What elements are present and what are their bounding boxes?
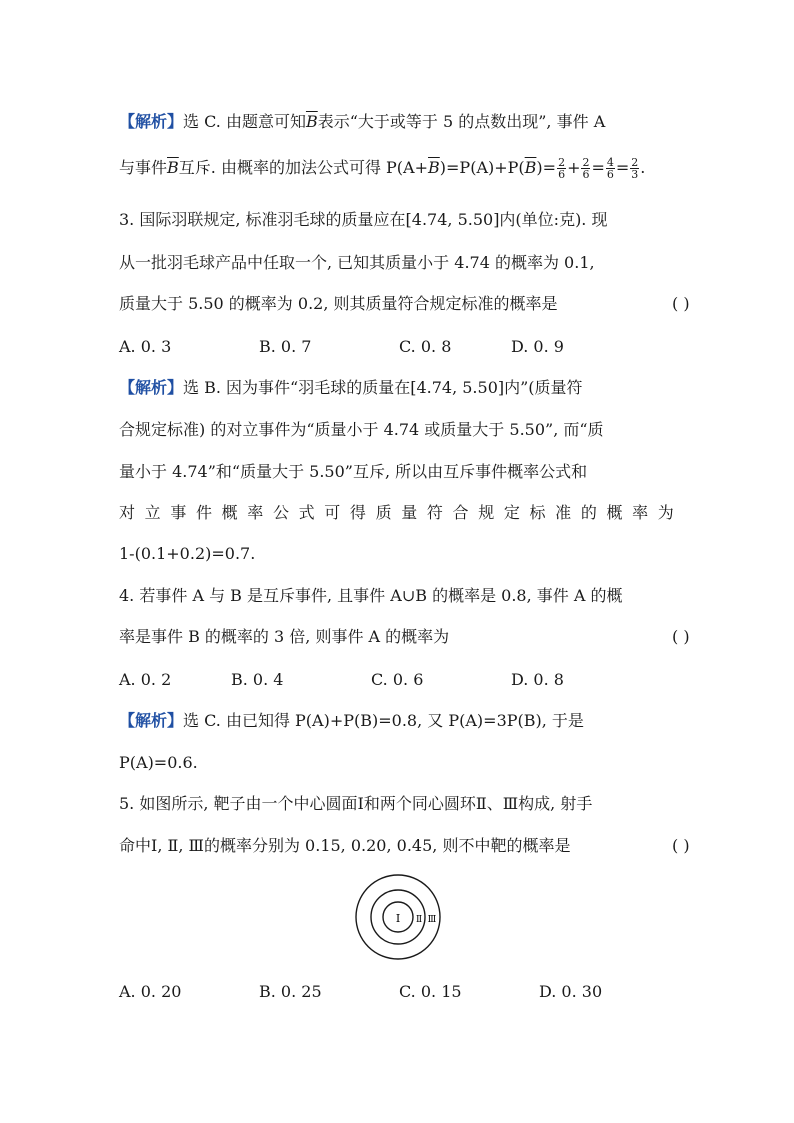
q4-analysis-line-2: P(A)=0.6. [119,753,198,772]
choice-d: D. 0. 30 [539,982,603,1001]
q3-analysis-line-4: 对 立 事 件 概 率 公 式 可 得 质 量 符 合 规 定 标 准 的 概 率 为 [119,503,674,522]
analysis-tag: 【解析】 [119,711,184,730]
choice-c: C. 0. 6 [371,670,424,689]
choice-a: A. 0. 20 [119,982,182,1001]
choice-b: B. 0. 25 [259,982,322,1001]
label-iii: Ⅲ [427,915,437,925]
q2-analysis-line-1: 【解析】选 C. 由题意可知$\overline{B}$表示“大于或等于 5 的点数出现”, 事件 A [119,112,606,131]
fraction: $\frac{2}{6}$ [582,156,590,181]
q3-line-2: 从一批羽毛球产品中任取一个, 已知其质量小于 4.74 的概率为 0.1, [119,253,595,272]
choice-a: A. 0. 3 [119,337,172,356]
choice-b: B. 0. 4 [231,670,284,689]
q3-analysis-line-5: 1-(0.1+0.2)=0.7. [119,544,256,563]
fraction: $\frac{2}{6}$ [558,156,566,181]
q4-analysis-line-1: 【解析】选 C. 由已知得 P(A)+P(B)=0.8, 又 P(A)=3P(B), 于是 [119,711,584,730]
q4-line-1: 4. 若事件 A 与 B 是互斥事件, 且事件 A∪B 的概率是 0.8, 事件 A 的概 [119,586,623,605]
q3-analysis-line-2: 合规定标准) 的对立事件为“质量小于 4.74 或质量大于 5.50”, 而“质 [119,420,604,439]
answer-blank: ( ) [672,627,690,646]
b-complement: $\overline{B}$ [305,112,318,131]
fraction: $\frac{4}{6}$ [606,156,614,181]
choice-a: A. 0. 2 [119,670,172,689]
analysis-tag: 【解析】 [119,112,184,131]
q5-line-2: 命中Ⅰ, Ⅱ, Ⅲ的概率分别为 0.15, 0.20, 0.45, 则不中靶的概率是 [119,836,571,855]
label-ii: Ⅱ [415,915,423,925]
analysis-tag: 【解析】 [119,378,184,397]
q3-analysis-line-3: 量小于 4.74”和“质量大于 5.50”互斥, 所以由互斥事件概率公式和 [119,462,588,481]
target-diagram [353,872,443,962]
answer-blank: ( ) [672,836,690,855]
b-complement: $\overline{B}$ [524,158,537,177]
fraction: $\frac{2}{3}$ [631,156,639,181]
choice-b: B. 0. 7 [259,337,312,356]
q4-line-2: 率是事件 B 的概率的 3 倍, 则事件 A 的概率为 [119,627,450,646]
choice-c: C. 0. 15 [399,982,462,1001]
choice-c: C. 0. 8 [399,337,452,356]
b-complement: $\overline{B}$ [428,158,440,177]
q3-analysis-line-1: 【解析】选 B. 因为事件“羽毛球的质量在[4.74, 5.50]内”(质量符 [119,378,583,397]
q3-line-3: 质量大于 5.50 的概率为 0.2, 则其质量符合规定标准的概率是 [119,294,558,313]
q5-line-1: 5. 如图所示, 靶子由一个中心圆面Ⅰ和两个同心圆环Ⅱ、Ⅲ构成, 射手 [119,794,593,813]
label-i: Ⅰ [395,912,401,925]
answer-blank: ( ) [672,294,690,313]
q2-analysis-line-2: 与事件$\overline{B}$互斥. 由概率的加法公式可得 $P(A+\overline{B})=P(A)+P(\overline{B})=$ $\frac{2}{6}$ + $\frac{2}{6}$ = $\frac{4}{6}$ = $\frac{2}{3}$ . [119,156,646,181]
q3-line-1: 3. 国际羽联规定, 标准羽毛球的质量应在[4.74, 5.50]内(单位:克). 现 [119,210,608,229]
choice-d: D. 0. 8 [511,670,564,689]
b-complement: $\overline{B}$ [167,158,179,177]
choice-d: D. 0. 9 [511,337,564,356]
